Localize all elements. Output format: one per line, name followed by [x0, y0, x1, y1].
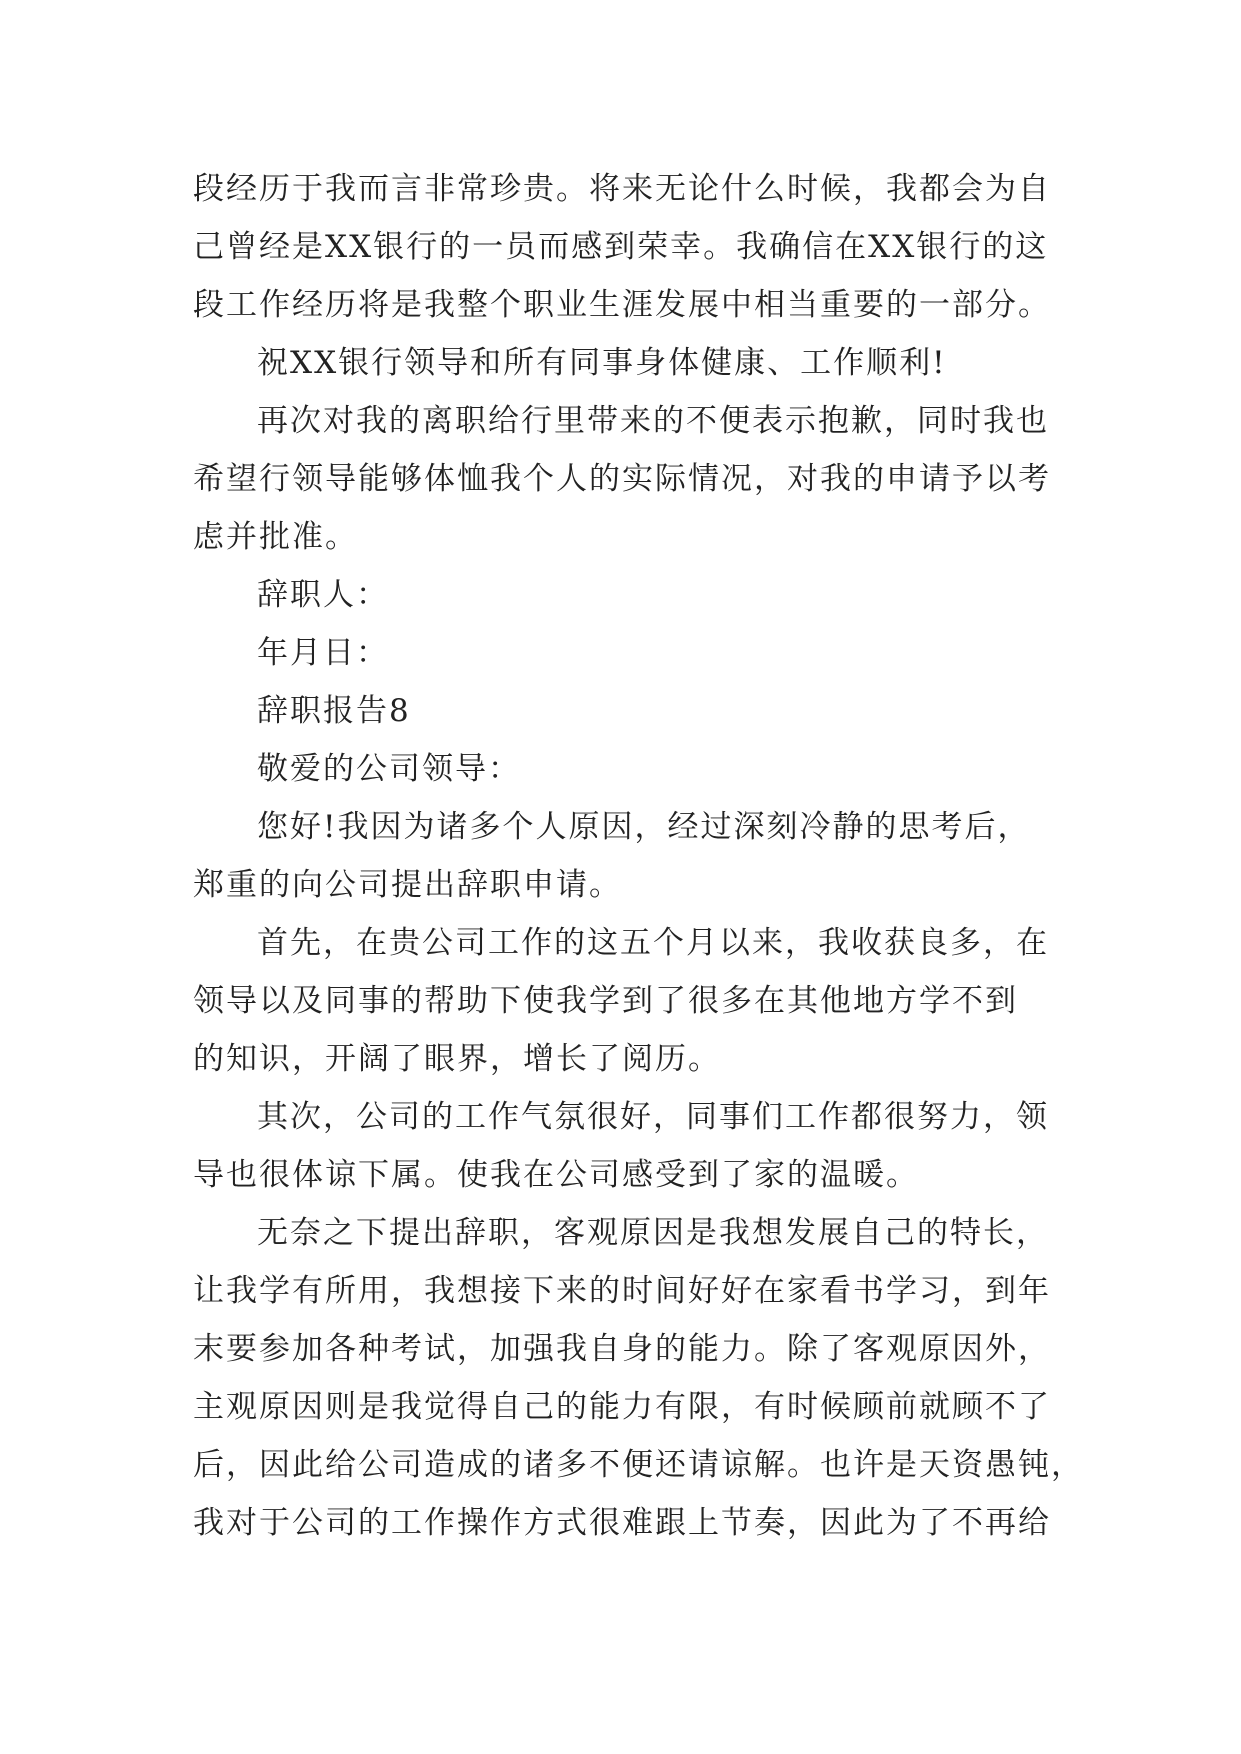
- text-line: 希望行领导能够体恤我个人的实际情况，对我的申请予以考: [193, 461, 1051, 497]
- date-label: 年月日：: [257, 635, 389, 671]
- text-line: 我对于公司的工作操作方式很难跟上节奏，因此为了不再给: [193, 1505, 1051, 1541]
- text-line: 后，因此给公司造成的诸多不便还请谅解。也许是天资愚钝，: [193, 1447, 1084, 1483]
- text-line: 段经历于我而言非常珍贵。将来无论什么时候，我都会为自: [193, 171, 1051, 207]
- text-line: 段工作经历将是我整个职业生涯发展中相当重要的一部分。: [193, 287, 1051, 323]
- salutation: 敬爱的公司领导：: [257, 751, 521, 787]
- text-line: 己曾经是XX银行的一员而感到荣幸。我确信在XX银行的这: [193, 229, 1049, 265]
- text-line: 郑重的向公司提出辞职申请。: [193, 867, 622, 903]
- text-line: 其次，公司的工作气氛很好，同事们工作都很努力，领: [257, 1099, 1049, 1135]
- text-line: 您好!我因为诸多个人原因，经过深刻冷静的思考后，: [257, 809, 1031, 845]
- text-line: 让我学有所用，我想接下来的时间好好在家看书学习，到年: [193, 1273, 1051, 1309]
- text-line: 领导以及同事的帮助下使我学到了很多在其他地方学不到: [193, 983, 1018, 1019]
- signature-label: 辞职人：: [257, 577, 389, 613]
- text-line: 导也很体谅下属。使我在公司感受到了家的温暖。: [193, 1157, 919, 1193]
- document-body: [193, 160, 1084, 1552]
- text-line: 首先，在贵公司工作的这五个月以来，我收获良多，在: [257, 925, 1049, 961]
- text-line: 无奈之下提出辞职，客观原因是我想发展自己的特长，: [257, 1215, 1049, 1251]
- text-line: 虑并批准。: [193, 519, 358, 555]
- text-line: 的知识，开阔了眼界，增长了阅历。: [193, 1041, 721, 1077]
- text-line: 主观原因则是我觉得自己的能力有限，有时候顾前就顾不了: [193, 1389, 1051, 1425]
- text-line: 再次对我的离职给行里带来的不便表示抱歉，同时我也: [257, 403, 1049, 439]
- text-line: 祝XX银行领导和所有同事身体健康、工作顺利!: [257, 345, 947, 381]
- text-line: 末要参加各种考试，加强我自身的能力。除了客观原因外，: [193, 1331, 1051, 1367]
- section-heading: 辞职报告8: [257, 693, 411, 729]
